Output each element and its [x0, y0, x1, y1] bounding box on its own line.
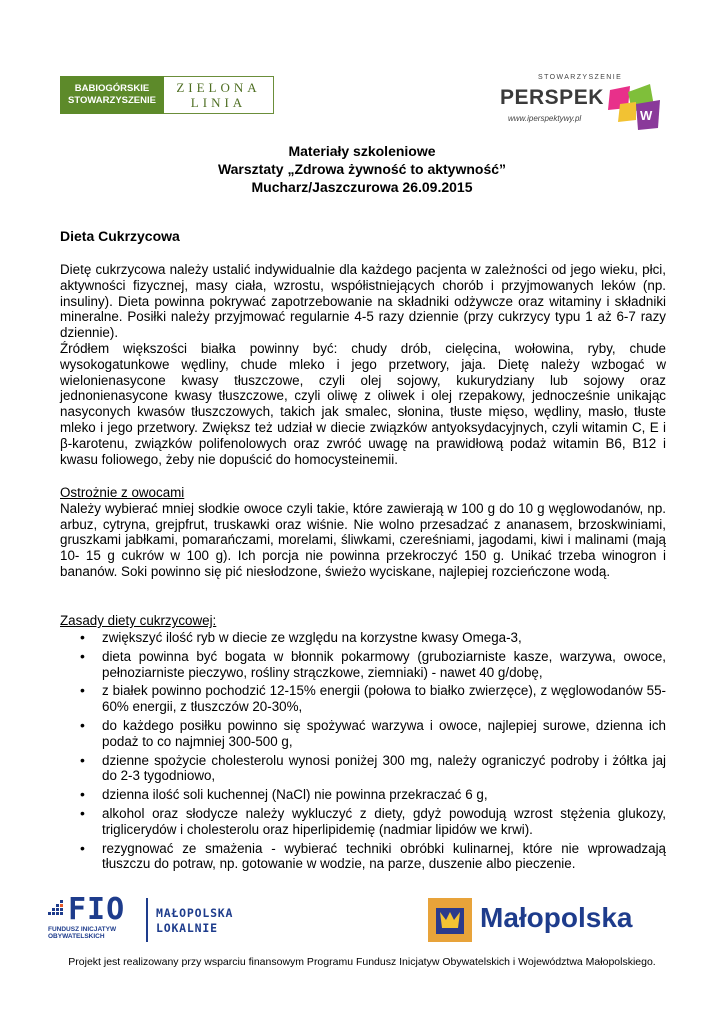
intro-paragraph-2: Źródłem większości białka powinny być: chudy drób, cielęcina, wołowina, ryby, chude wysokogatunkowe wędliny, chude mleko i jego przetwory, jaja. Dietę należy wzbogać w wielonienasycone kwasy tłuszczowe, czyli olej sojowy, kukurydziany lub sojowy oraz jednonienasycone kwasy tłuszczowe, czyli oliwę z oliwek i olej rzepakowy, jednocześnie unikając nasyconych kwasów tłuszczowych, takich jak smalec, słonina, tłuste mięso, wędliny, masło, tłuste mleko i jego przetwory. Zwiększ też udział w diecie związków antyoksydacyjnych, czyli witamin C, E i β-karotenu, związków polifenolowych oraz zwróć uwagę na prawidłową podaż witamin B6, B12 i kwasu foliowego, żeby nie dopuścić do homocysteinemii.	[60, 340, 666, 467]
logo-word2: LINIA	[190, 95, 247, 110]
rules-list	[60, 630, 666, 875]
rules-heading-wrap	[60, 613, 666, 629]
document-title	[0, 142, 724, 196]
perspektywy-logo	[498, 74, 663, 136]
list-item: • rezygnować ze smażenia - wybierać techniki obróbki kulinarnej, które nie wprowadzają tłuszczu do potraw, np. gotowanie w wodzie, na parze, duszenie albo pieczenie.	[60, 841, 666, 873]
section-heading: Dieta Cukrzycowa	[60, 228, 180, 244]
fruit-heading: Ostrożnie z owocami	[60, 485, 185, 500]
footer-note: Projekt jest realizowany przy wsparciu finansowym Programu Fundusz Inicjatyw Obywatelskich i Województwa Małopolskiego.	[68, 956, 656, 968]
svg-text:W: W	[640, 108, 653, 123]
perspektywy-mark-icon	[606, 82, 662, 132]
rules-heading: Zasady diety cukrzycowej:	[60, 613, 217, 628]
malopolska-text: Małopolska	[480, 902, 633, 933]
perspektywy-small: STOWARZYSZENIE	[538, 74, 623, 81]
logo-line2: STOWARZYSZENIE	[68, 95, 156, 106]
fruit-section	[60, 485, 666, 580]
fio-dots-icon	[48, 898, 66, 920]
intro-paragraph-1: Dietę cukrzycowa należy ustalić indywidualnie dla każdego pacjenta w zależności od jego wieku, płci, aktywności fizycznej, masy ciała, wzrostu, współistniejących chorób i przyjmowanych leków (np. insuliny). Dieta powinna pokrywać zapotrzebowanie na składniki odżywcze oraz witaminy i składniki mineralne. Posiłki należy przyjmować regularnie 4-5 razy dziennie (przy cukrzycy typu 1 aż 6-7 razy dziennie).	[60, 262, 666, 341]
babiogorskie-logo	[60, 76, 274, 114]
fio-divider	[146, 898, 148, 942]
ml-line2: LOKALNIE	[156, 921, 218, 935]
zielona-linia-block	[164, 76, 274, 114]
title-line1: Materiały szkoleniowe	[288, 143, 436, 159]
title-line3: Mucharz/Jaszczurowa 26.09.2015	[251, 179, 473, 195]
list-item: • do każdego posiłku powinno się spożywać warzywa i owoce, najlepiej surowe, dzienna ich podaż to co najmniej 300-500 g,	[60, 718, 666, 750]
list-item: • dzienne spożycie cholesterolu wynosi poniżej 300 mg, należy ograniczyć podroby i żółtka jaj do 2-3 tygodniowo,	[60, 753, 666, 785]
perspektywy-big: PERSPEK	[500, 86, 604, 109]
malopolska-crest-icon	[428, 898, 472, 942]
list-item: • zwiększyć ilość ryb w diecie ze względu na korzystne kwasy Omega-3,	[60, 630, 666, 646]
fio-subtext: FUNDUSZ INICJATYW OBYWATELSKICH	[48, 926, 117, 940]
ml-line1: MAŁOPOLSKA	[156, 906, 234, 920]
title-line2: Warsztaty „Zdrowa żywność to aktywność”	[217, 161, 507, 177]
logo-word1: ZIELONA	[176, 80, 261, 95]
list-item: • z białek powinno pochodzić 12-15% energii (połowa to białko zwierzęce), z węglowodanów 55-60% energii, z tłuszczów 20-30%,	[60, 683, 666, 715]
list-item: • dzienna ilość soli kuchennej (NaCl) nie powinna przekraczać 6 g,	[60, 787, 666, 803]
fio-text: FIO	[68, 892, 126, 927]
logo-green-block	[60, 76, 164, 114]
fruit-paragraph: Należy wybierać mniej słodkie owoce czyli takie, które zawierają w 100 g do 10 g węglowodanów, np. arbuz, cytryna, grejpfrut, truskawki oraz wiśnie. Nie wolno przesadzać z ananasem, brzoskwiniami, gruszkami jabłkami, pomarańczami, morelami, śliwkami, czereśniami, jagodami, kiwi i malinami (mają 10- 15 g cukrów w 100 g). Ich porcja nie powinna przekroczyć 150 g. Unikać trzeba winogron i bananów. Soki powinno się pić niesłodzone, świeżo wyciskane, najlepiej rozcieńczone wodą.	[60, 500, 666, 579]
intro-section	[60, 262, 666, 467]
malopolska-lokalnie	[156, 906, 233, 936]
malopolska-logo	[428, 898, 648, 944]
list-item: • dieta powinna być bogata w błonnik pokarmowy (gruboziarniste kasze, warzywa, owoce, pełnoziarniste pieczywo, rośliny strączkowe, ziemniaki) - nawet 40 g/dobę,	[60, 649, 666, 681]
perspektywy-url: www.iperspektywy.pl	[508, 114, 582, 123]
logo-line1: BABIOGÓRSKIE	[74, 83, 150, 94]
fio-logo	[48, 892, 278, 950]
list-item: • alkohol oraz słodycze należy wykluczyć z diety, gdyż powodują wzrost stężenia glukozy, triglicerydów i cholesterolu oraz hiperlipidemię (nadmiar lipidów we krwi).	[60, 806, 666, 838]
